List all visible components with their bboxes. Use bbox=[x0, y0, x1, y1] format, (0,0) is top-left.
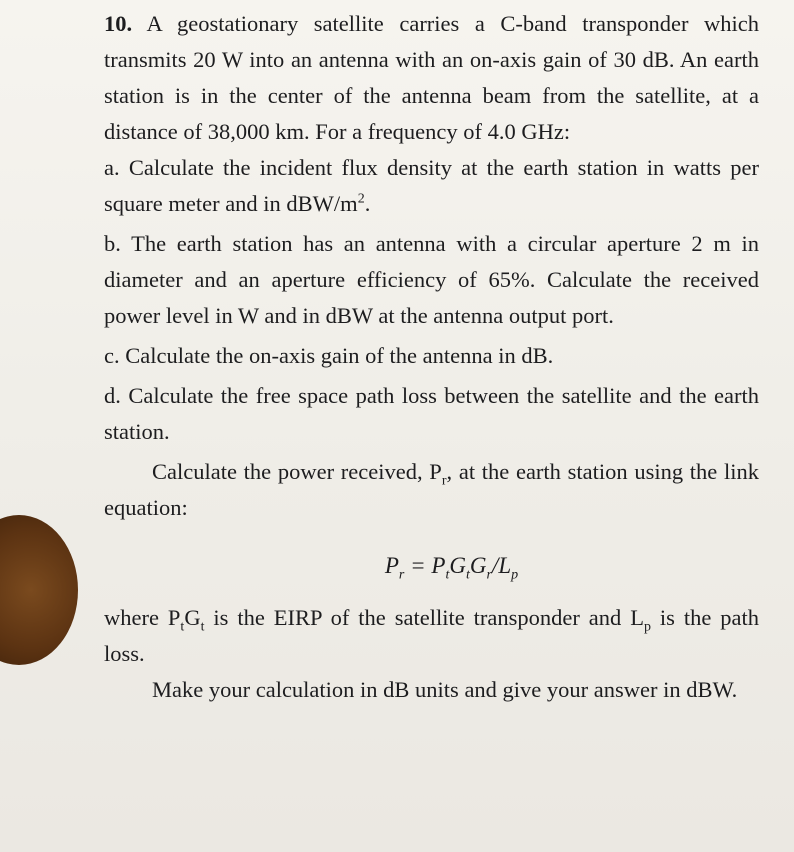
part-d bbox=[104, 378, 759, 450]
problem-intro bbox=[104, 6, 759, 150]
eq-pt-sub: t bbox=[445, 567, 450, 583]
part-d-label: d. bbox=[104, 383, 121, 408]
part-a-label: a. bbox=[104, 155, 120, 180]
problem-number: 10. bbox=[104, 11, 133, 36]
link-equation bbox=[144, 548, 759, 584]
where-1: where P bbox=[104, 605, 181, 630]
eq-lp-sub: p bbox=[511, 567, 519, 583]
where-sub-3: p bbox=[643, 619, 651, 635]
part-a-sup: 2 bbox=[357, 191, 365, 207]
final-instruction: Make your calculation in dB units and give your answer in dBW. bbox=[152, 677, 738, 702]
part-c bbox=[104, 338, 759, 374]
eq-pt: P bbox=[431, 553, 446, 578]
where-sub-1: t bbox=[180, 619, 185, 635]
where-clause bbox=[104, 600, 759, 672]
thumb-shadow bbox=[0, 515, 78, 665]
where-2: G bbox=[184, 605, 201, 630]
part-e-sub: r bbox=[441, 473, 447, 489]
where-4: is the path loss. bbox=[104, 605, 759, 666]
part-e-text: Calculate the power received, P bbox=[152, 459, 442, 484]
part-b-label: b. bbox=[104, 231, 121, 256]
part-a-text: Calculate the incident flux density at the earth station in watts per square meter and in dBW/m bbox=[104, 155, 759, 216]
where-3: is the EIRP of the satellite transponder and L bbox=[204, 605, 644, 630]
part-c-text: Calculate the on-axis gain of the antenna in dB. bbox=[125, 343, 554, 368]
eq-gr: G bbox=[469, 553, 487, 578]
eq-gt: G bbox=[449, 553, 466, 578]
eq-equals: = bbox=[404, 553, 432, 578]
part-e-rest: , at the earth station using the link equation: bbox=[104, 459, 759, 520]
part-a-end: . bbox=[364, 191, 371, 216]
eq-slash: / bbox=[491, 553, 499, 578]
eq-pr: P bbox=[384, 553, 399, 578]
eq-gt-sub: t bbox=[465, 567, 470, 583]
problem-intro-text: A geostationary satellite carries a C-band transponder which transmits 20 W into an antenna with an on-axis gain of 30 dB. An earth station is in the center of the antenna beam from the satellite, at a distance of 38,000 km. For a frequency of 4.0 GHz: bbox=[104, 11, 759, 144]
part-a bbox=[104, 150, 759, 222]
problem-text bbox=[104, 6, 759, 708]
eq-pr-sub: r bbox=[398, 567, 405, 583]
eq-gr-sub: r bbox=[486, 567, 492, 583]
part-c-label: c. bbox=[104, 343, 120, 368]
part-e-intro bbox=[104, 454, 759, 526]
part-d-text: Calculate the free space path loss between the satellite and the earth station. bbox=[104, 383, 760, 444]
part-b bbox=[104, 226, 759, 334]
where-sub-2: t bbox=[200, 619, 205, 635]
part-b-text: The earth station has an antenna with a circular aperture 2 m in diameter and an aperture efficiency of 65%. Calculate the received power level in W and in dBW at the antenna output port. bbox=[104, 231, 760, 328]
eq-lp: L bbox=[498, 553, 512, 578]
